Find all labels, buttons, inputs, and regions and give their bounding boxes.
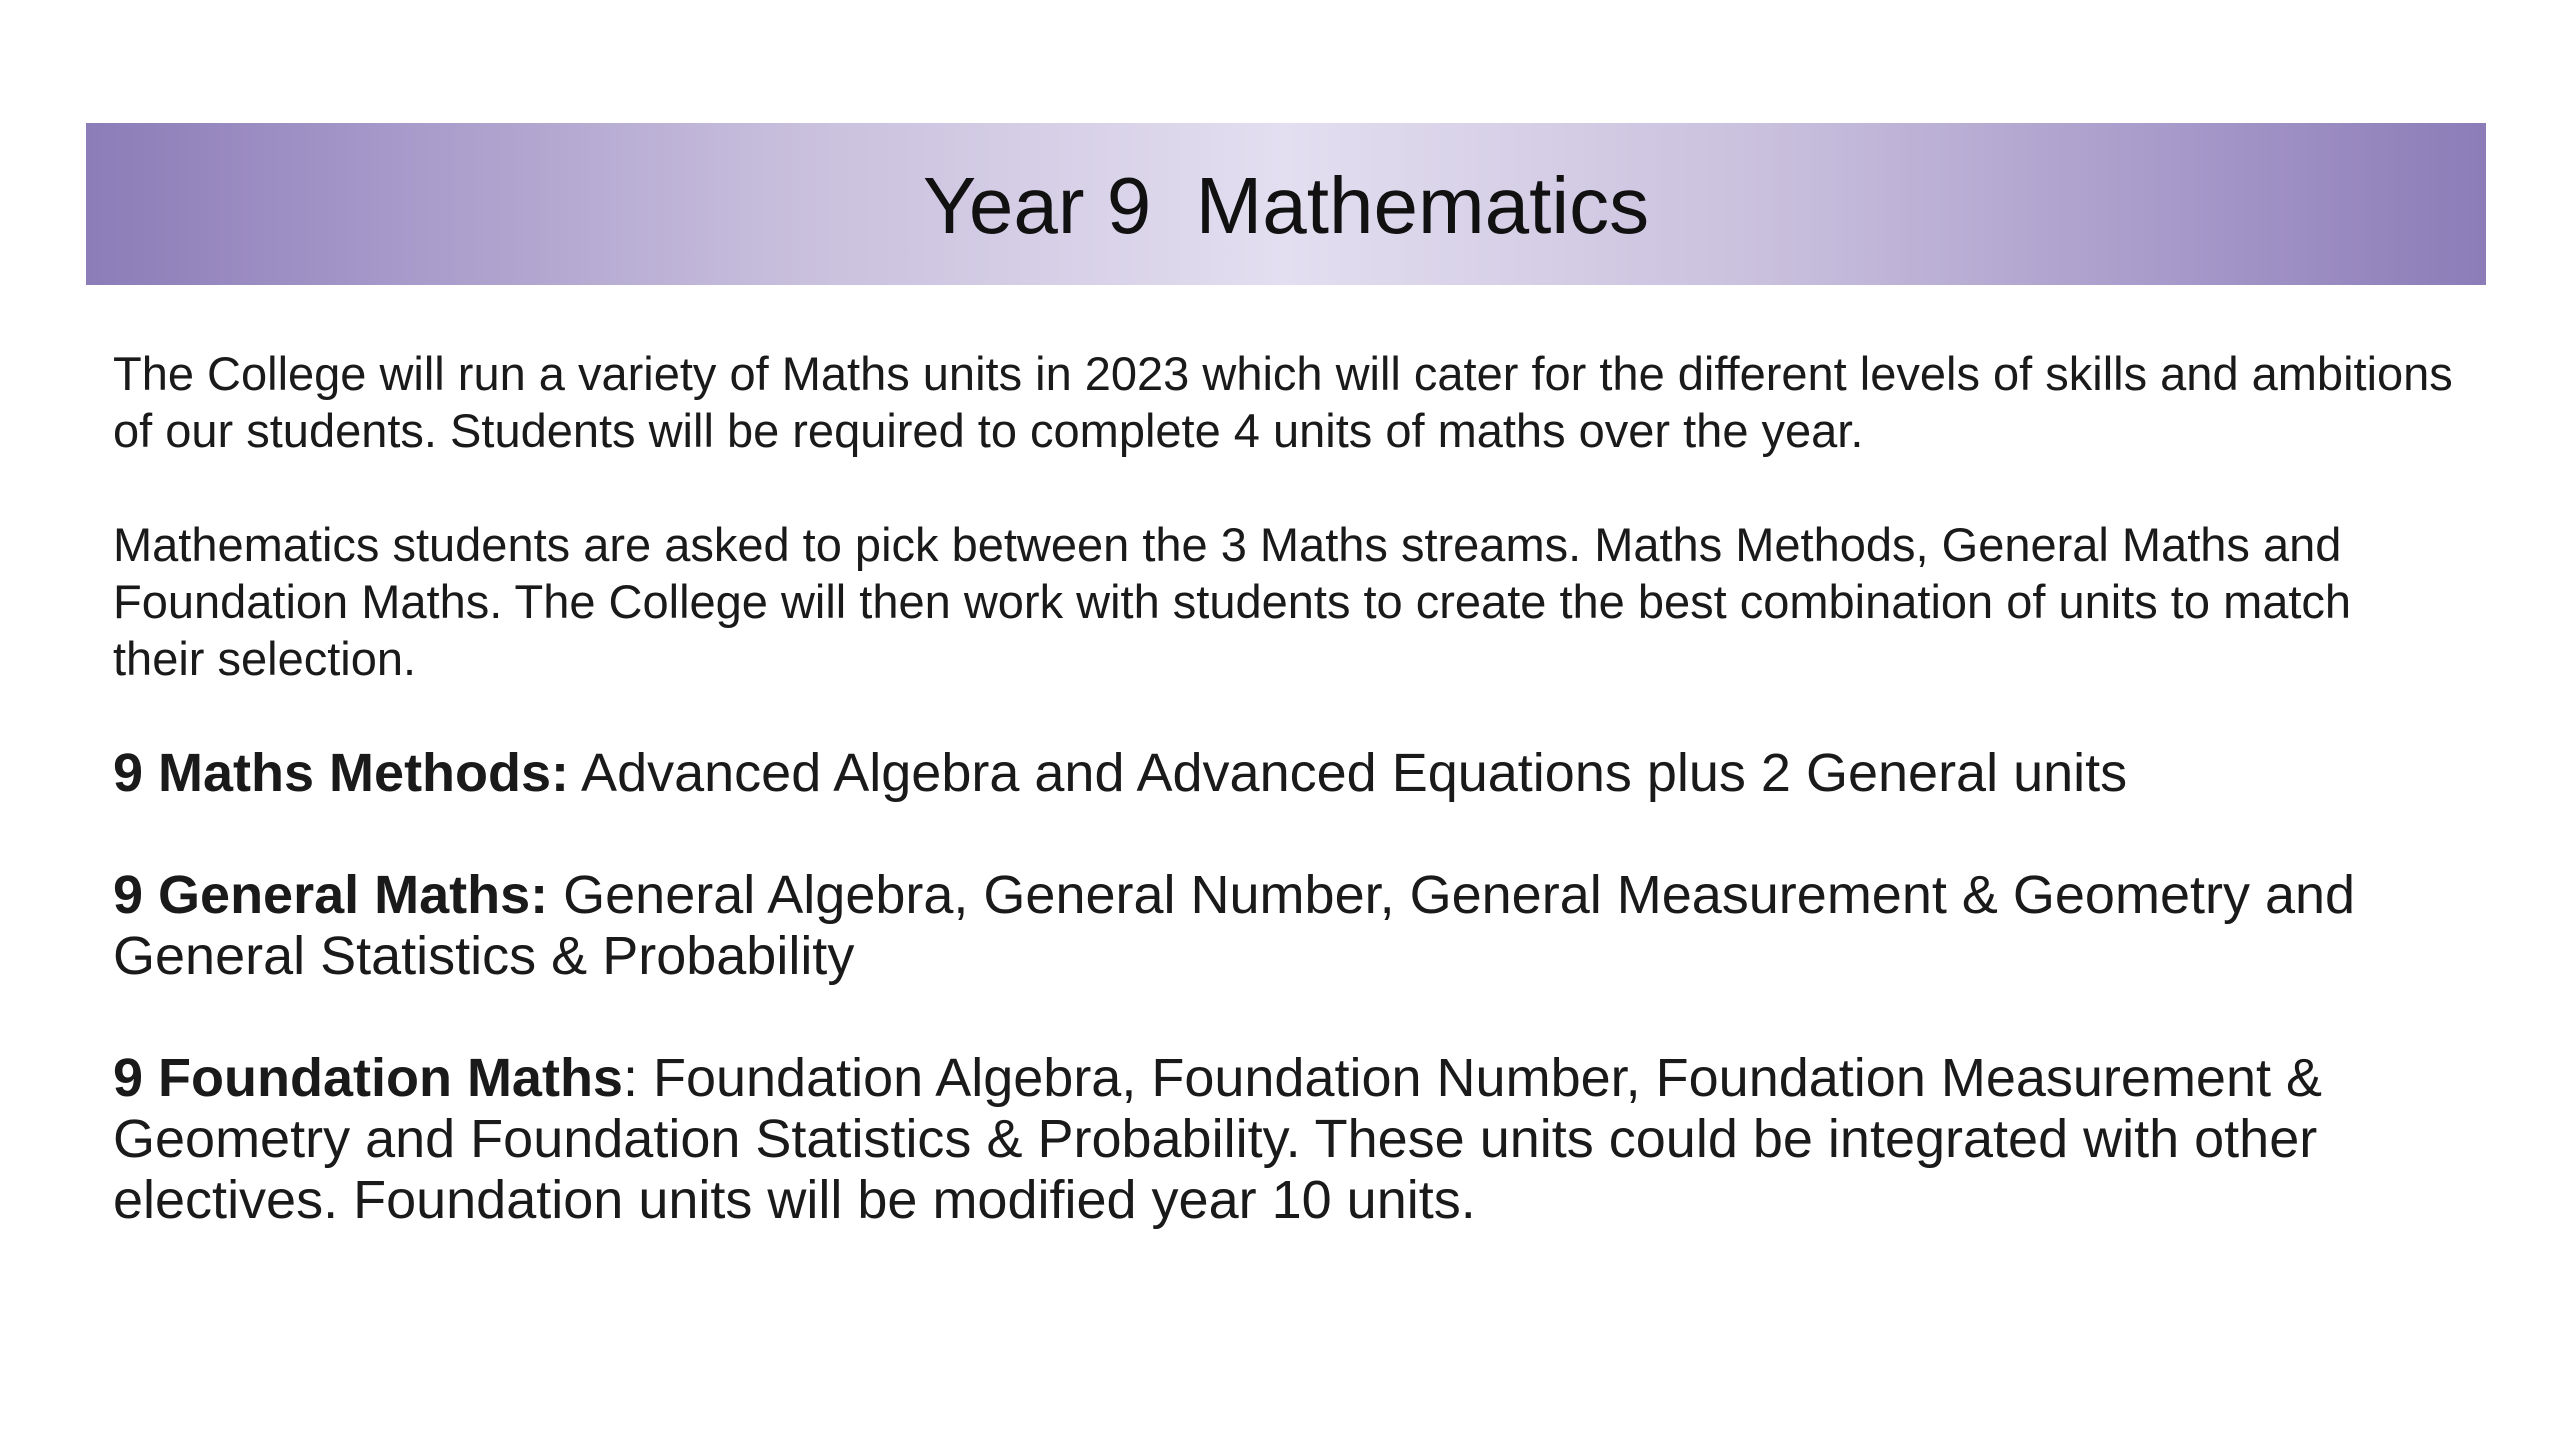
stream-maths-methods	[113, 743, 2453, 804]
stream-foundation-maths	[113, 1048, 2453, 1231]
stream-term: 9 General Maths:	[113, 865, 549, 925]
stream-term: 9 Maths Methods:	[113, 743, 570, 803]
stream-description: : Foundation Algebra, Foundation Number, Foundation Measurement & Geometry and Foundation Statistics & Probability. These units could be integrated with other electives. Foundation units will be modified year 10 units.	[113, 1048, 2323, 1230]
stream-term: 9 Foundation Maths	[113, 1048, 623, 1108]
page-title: Year 9 Mathematics	[922, 161, 1650, 250]
intro-paragraph: The College will run a variety of Maths units in 2023 which will cater for the different levels of skills and ambitions of our students. Students will be required to complete 4 units of maths over the year.	[113, 347, 2453, 457]
stream-description: Advanced Algebra and Advanced Equations plus 2 General units	[569, 743, 2128, 803]
title-banner	[86, 123, 2486, 285]
stream-description: General Algebra, General Number, General Measurement & Geometry and General Statistics & Probability	[113, 865, 2356, 986]
slide-content	[113, 345, 2453, 1231]
streams-paragraph: Mathematics students are asked to pick between the 3 Maths streams. Maths Methods, General Maths and Foundation Maths. The College will then work with students to create the best combination of units to match their selection.	[113, 518, 2352, 685]
stream-general-maths	[113, 865, 2453, 987]
